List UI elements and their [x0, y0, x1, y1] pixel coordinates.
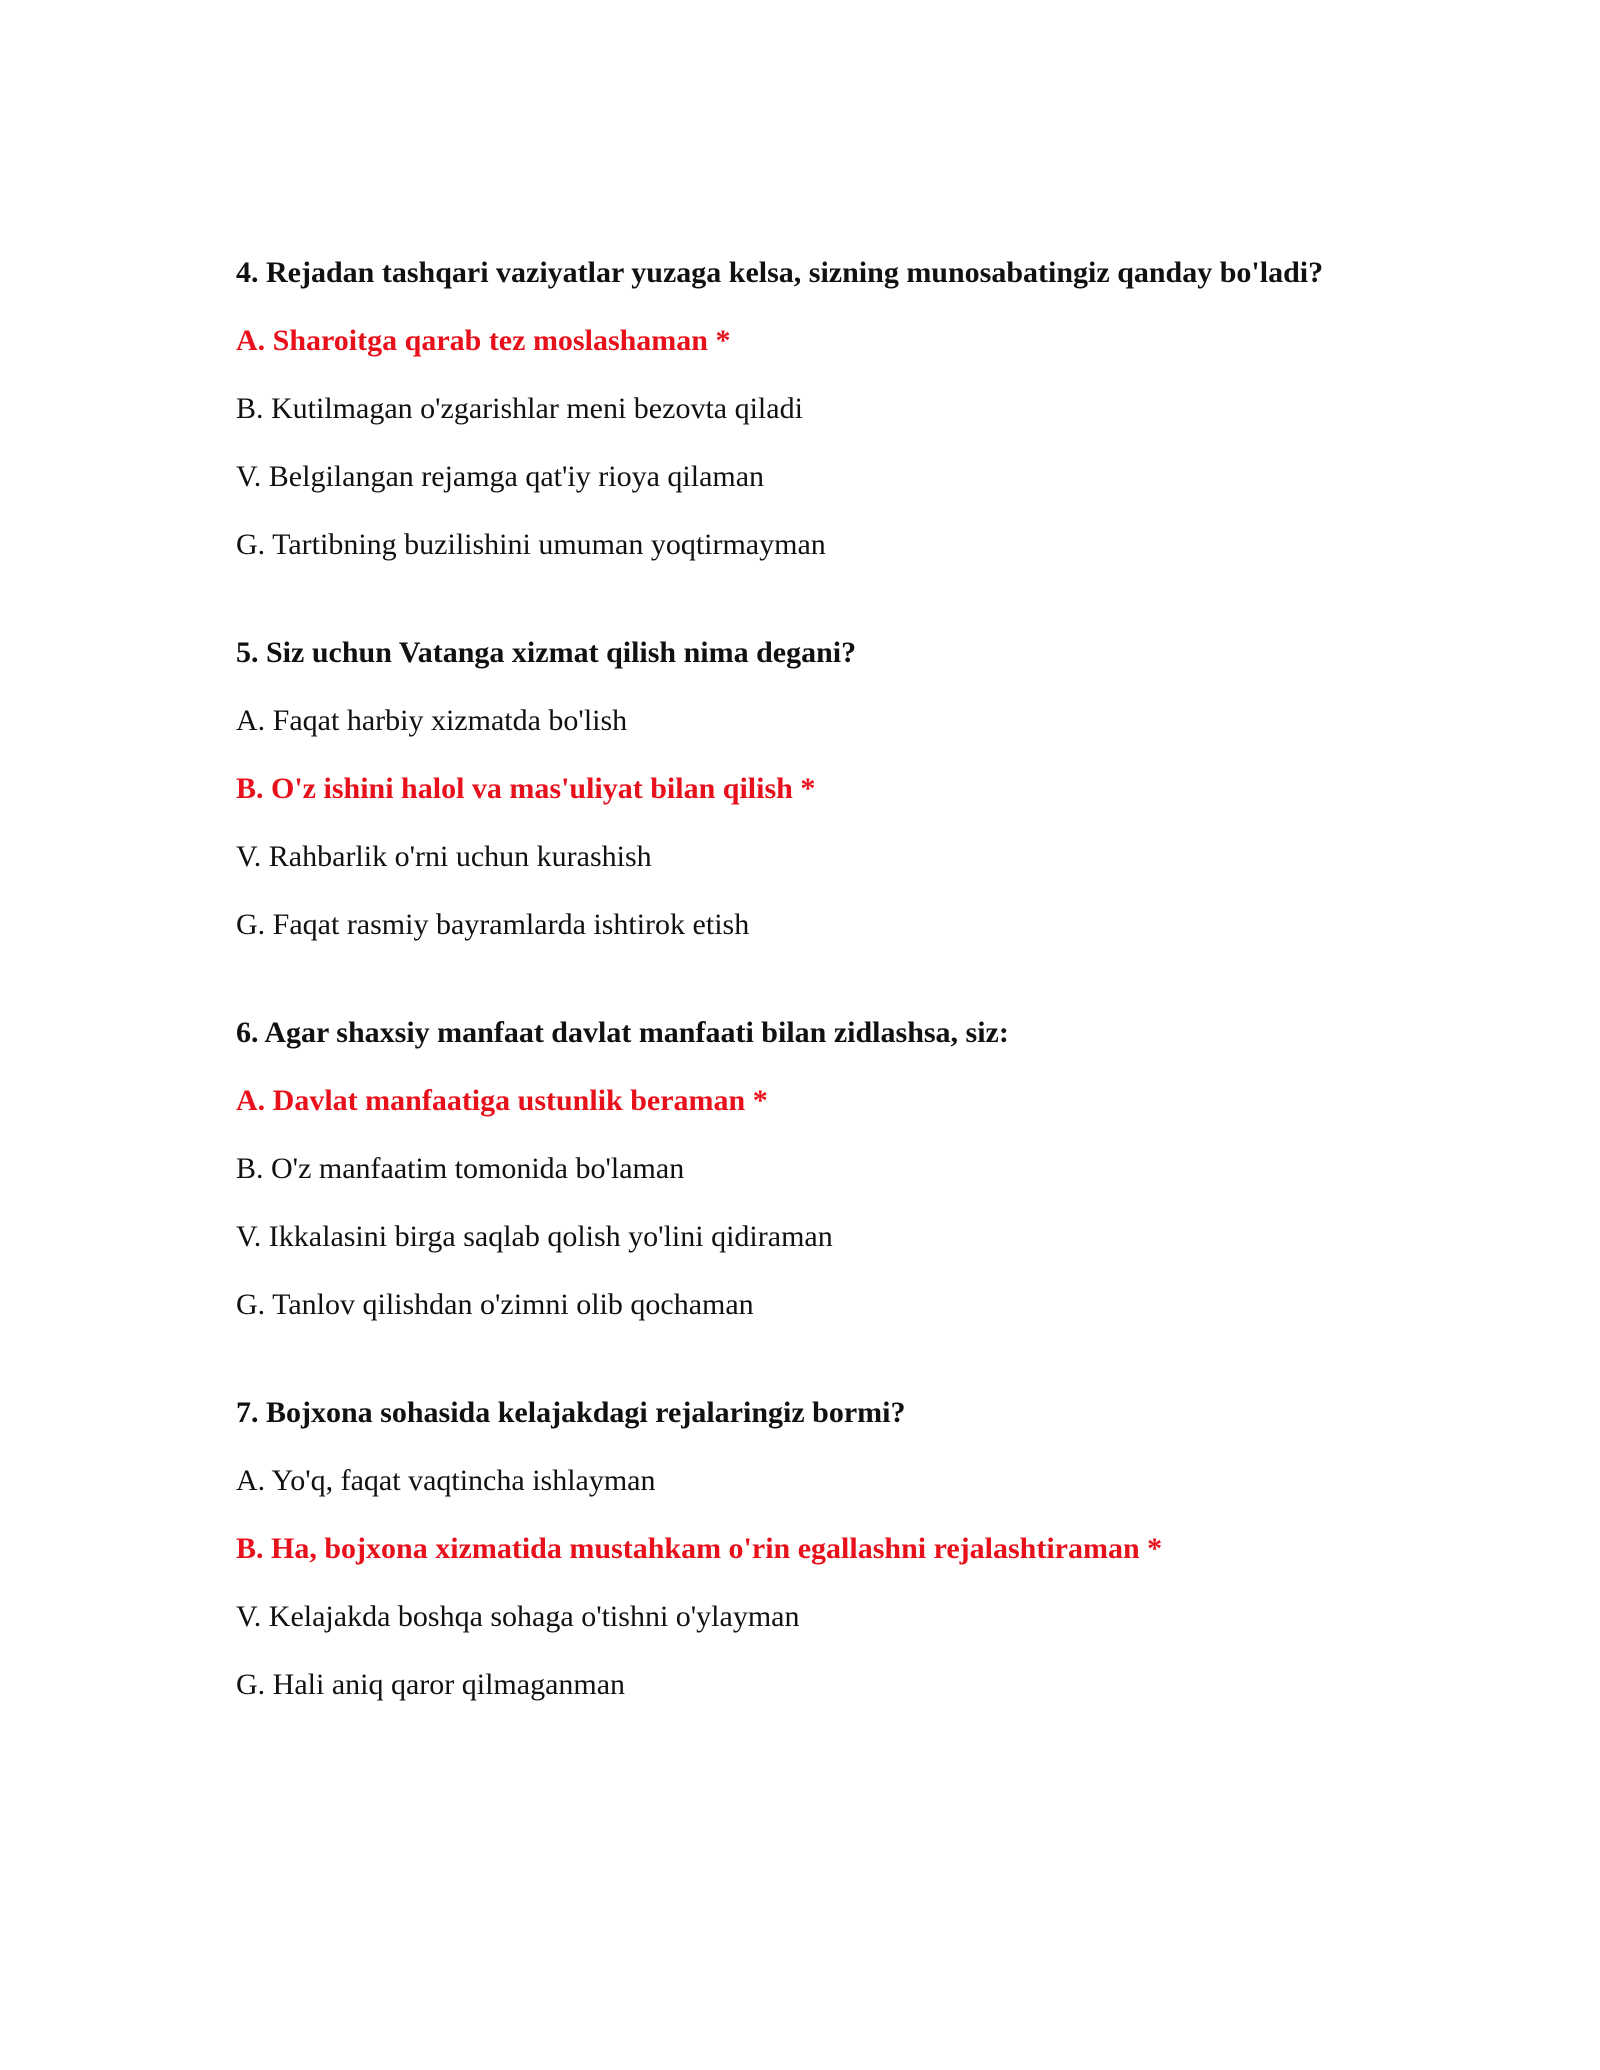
- question-4: [236, 253, 1356, 565]
- option-v: V. Belgilangan rejamga qat'iy rioya qilaman: [236, 460, 765, 493]
- question-7: [236, 1393, 1356, 1705]
- option-g: G. Hali aniq qaror qilmaganman: [236, 1668, 626, 1701]
- option-a: A. Davlat manfaatiga ustunlik beraman *: [236, 1084, 768, 1117]
- option-b: B. O'z ishini halol va mas'uliyat bilan qilish *: [236, 772, 816, 805]
- option-a: A. Yo'q, faqat vaqtincha ishlayman: [236, 1464, 656, 1497]
- question-5: [236, 633, 1356, 945]
- questions-list: [236, 253, 1356, 1773]
- option-v: V. Kelajakda boshqa sohaga o'tishni o'ylayman: [236, 1600, 800, 1633]
- option-g: G. Tartibning buzilishini umuman yoqtirmayman: [236, 528, 826, 561]
- option-g: G. Tanlov qilishdan o'zimni olib qochaman: [236, 1288, 754, 1321]
- question-text: 4. Rejadan tashqari vaziyatlar yuzaga kelsa, sizning munosabatingiz qanday bo'ladi?: [236, 256, 1324, 289]
- option-v: V. Ikkalasini birga saqlab qolish yo'lini qidiraman: [236, 1220, 833, 1253]
- option-a: A. Faqat harbiy xizmatda bo'lish: [236, 704, 628, 737]
- question-text: 6. Agar shaxsiy manfaat davlat manfaati bilan zidlashsa, siz:: [236, 1016, 1009, 1049]
- option-g: G. Faqat rasmiy bayramlarda ishtirok etish: [236, 908, 750, 941]
- question-6: [236, 1013, 1356, 1325]
- option-b: B. O'z manfaatim tomonida bo'laman: [236, 1152, 685, 1185]
- option-v: V. Rahbarlik o'rni uchun kurashish: [236, 840, 652, 873]
- question-text: 5. Siz uchun Vatanga xizmat qilish nima degani?: [236, 636, 857, 669]
- option-b: B. Ha, bojxona xizmatida mustahkam o'rin egallashni rejalashtiraman *: [236, 1532, 1163, 1565]
- option-b: B. Kutilmagan o'zgarishlar meni bezovta qiladi: [236, 392, 803, 425]
- option-a: A. Sharoitga qarab tez moslashaman *: [236, 324, 731, 357]
- question-text: 7. Bojxona sohasida kelajakdagi rejalaringiz bormi?: [236, 1396, 906, 1429]
